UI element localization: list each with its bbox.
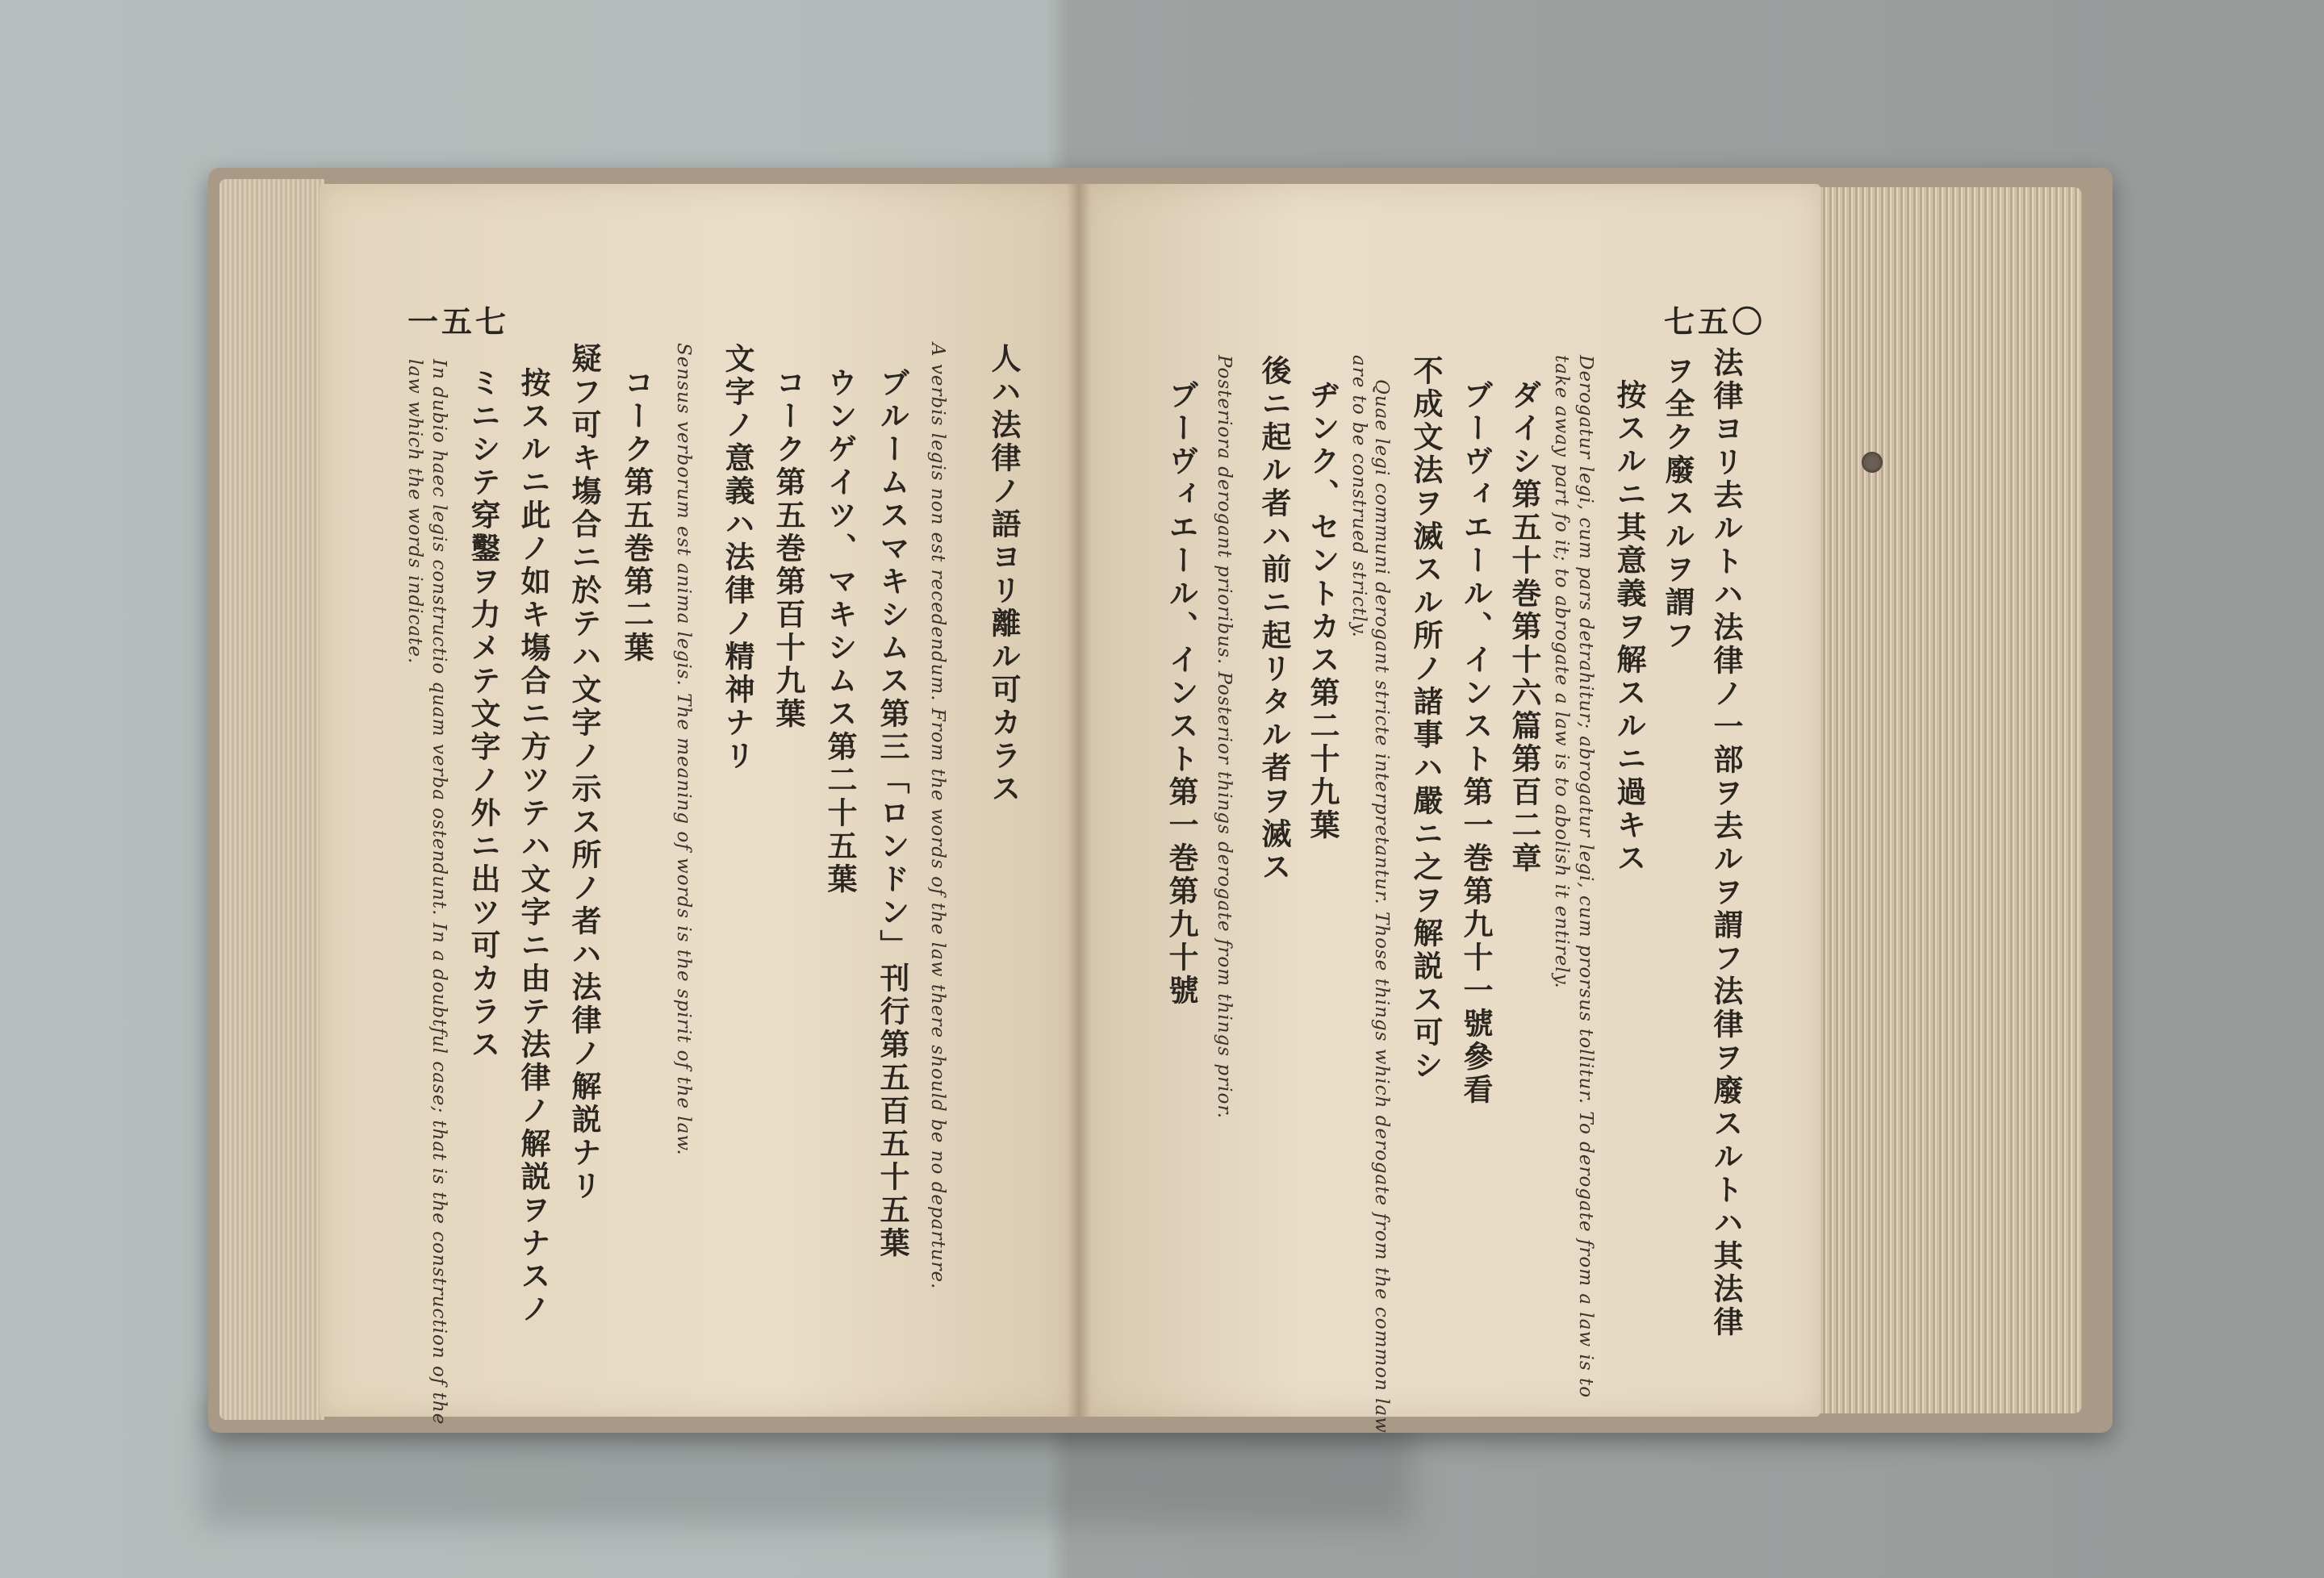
left-col-4: ウンゲイツ、マキシムス第二十五葉	[822, 367, 858, 896]
right-col-12: 後ニ起ル者ハ前ニ起リタル者ヲ滅ス	[1256, 355, 1292, 884]
left-col-11: ミニシテ穿鑿ヲ力メテ文字ノ外ニ出ツ可カラス	[466, 367, 501, 1062]
right-col-11: ヂンク、セントカス第二十九葉	[1305, 379, 1340, 842]
right-col-10: are to be construed strictly.	[1348, 355, 1369, 638]
right-col-5: take away part fo it; to abrogate a law is to abolish it entirely.	[1551, 355, 1572, 989]
left-col-5: コーク第五巻第百十九葉	[771, 367, 806, 731]
right-col-1: 法律ヨリ去ルトハ法律ノ一部ヲ去ルヲ謂フ法律ヲ廢スルトハ其法律	[1708, 347, 1744, 1339]
left-col-9: 疑フ可キ塲合ニ於テハ文字ノ示ス所ノ者ハ法律ノ解説ナリ	[566, 343, 602, 1203]
left-col-13: law which the words indicate.	[404, 359, 425, 665]
right-col-2: ヲ全ク廢スルヲ謂フ	[1660, 355, 1695, 653]
right-page-number: 七五〇	[1664, 303, 1766, 340]
left-col-10: 按スルニ此ノ如キ塲合ニ方ツテハ文字ニ由テ法律ノ解説ヲナスノ	[516, 367, 551, 1326]
left-col-7: Sensus verborum est anima legis. The meaning of words is the spirit of the law.	[673, 343, 694, 1156]
right-col-9: Quae legi communi derogant stricte interpretantur. Those things which derogate from the common law	[1371, 379, 1392, 1434]
left-page-edges	[219, 179, 324, 1420]
book-gutter	[1067, 184, 1091, 1417]
left-col-8: コーク第五巻第二葉	[619, 367, 654, 665]
right-col-6: ダイシ第五十巻第十六篇第百二章	[1507, 379, 1542, 875]
right-col-13: Posteriora derogant prioribus. Posterior things derogate from things prior.	[1214, 355, 1235, 1120]
left-col-6: 文字ノ意義ハ法律ノ精神ナリ	[720, 343, 755, 773]
right-col-3: 按スルニ其意義ヲ解スルニ過キス	[1611, 379, 1647, 875]
left-col-2: A verbis legis non est recedendum. From the words of the law there should be no departure.	[927, 343, 948, 1290]
left-col-12: In dubio haec legis constructio quam verba ostendunt. In a doubtful case; that is the construction of the	[428, 359, 449, 1426]
right-page-edges	[1808, 187, 2082, 1413]
left-col-3: ブルームスマキシムス第三「ロンドン」刊行第五百五十五葉	[875, 367, 910, 1260]
page-hole-mark	[1862, 452, 1883, 473]
right-col-7: ブーヴィエール、インスト第一巻第九十一號參看	[1458, 379, 1494, 1107]
left-page-number: 一五七	[408, 303, 510, 340]
right-col-4: Derogatur legi, cum pars detrahitur; abrogatur legi, cum prorsus tollitur. To derogate from a law is to	[1575, 355, 1596, 1399]
left-col-1: 人ハ法律ノ語ヨリ離ル可カラス	[986, 343, 1022, 806]
right-col-14: ブーヴィエール、インスト第一巻第九十號	[1164, 379, 1199, 1008]
right-col-8: 不成文法ヲ滅スル所ノ諸事ハ嚴ニ之ヲ解説ス可シ	[1408, 355, 1444, 1083]
